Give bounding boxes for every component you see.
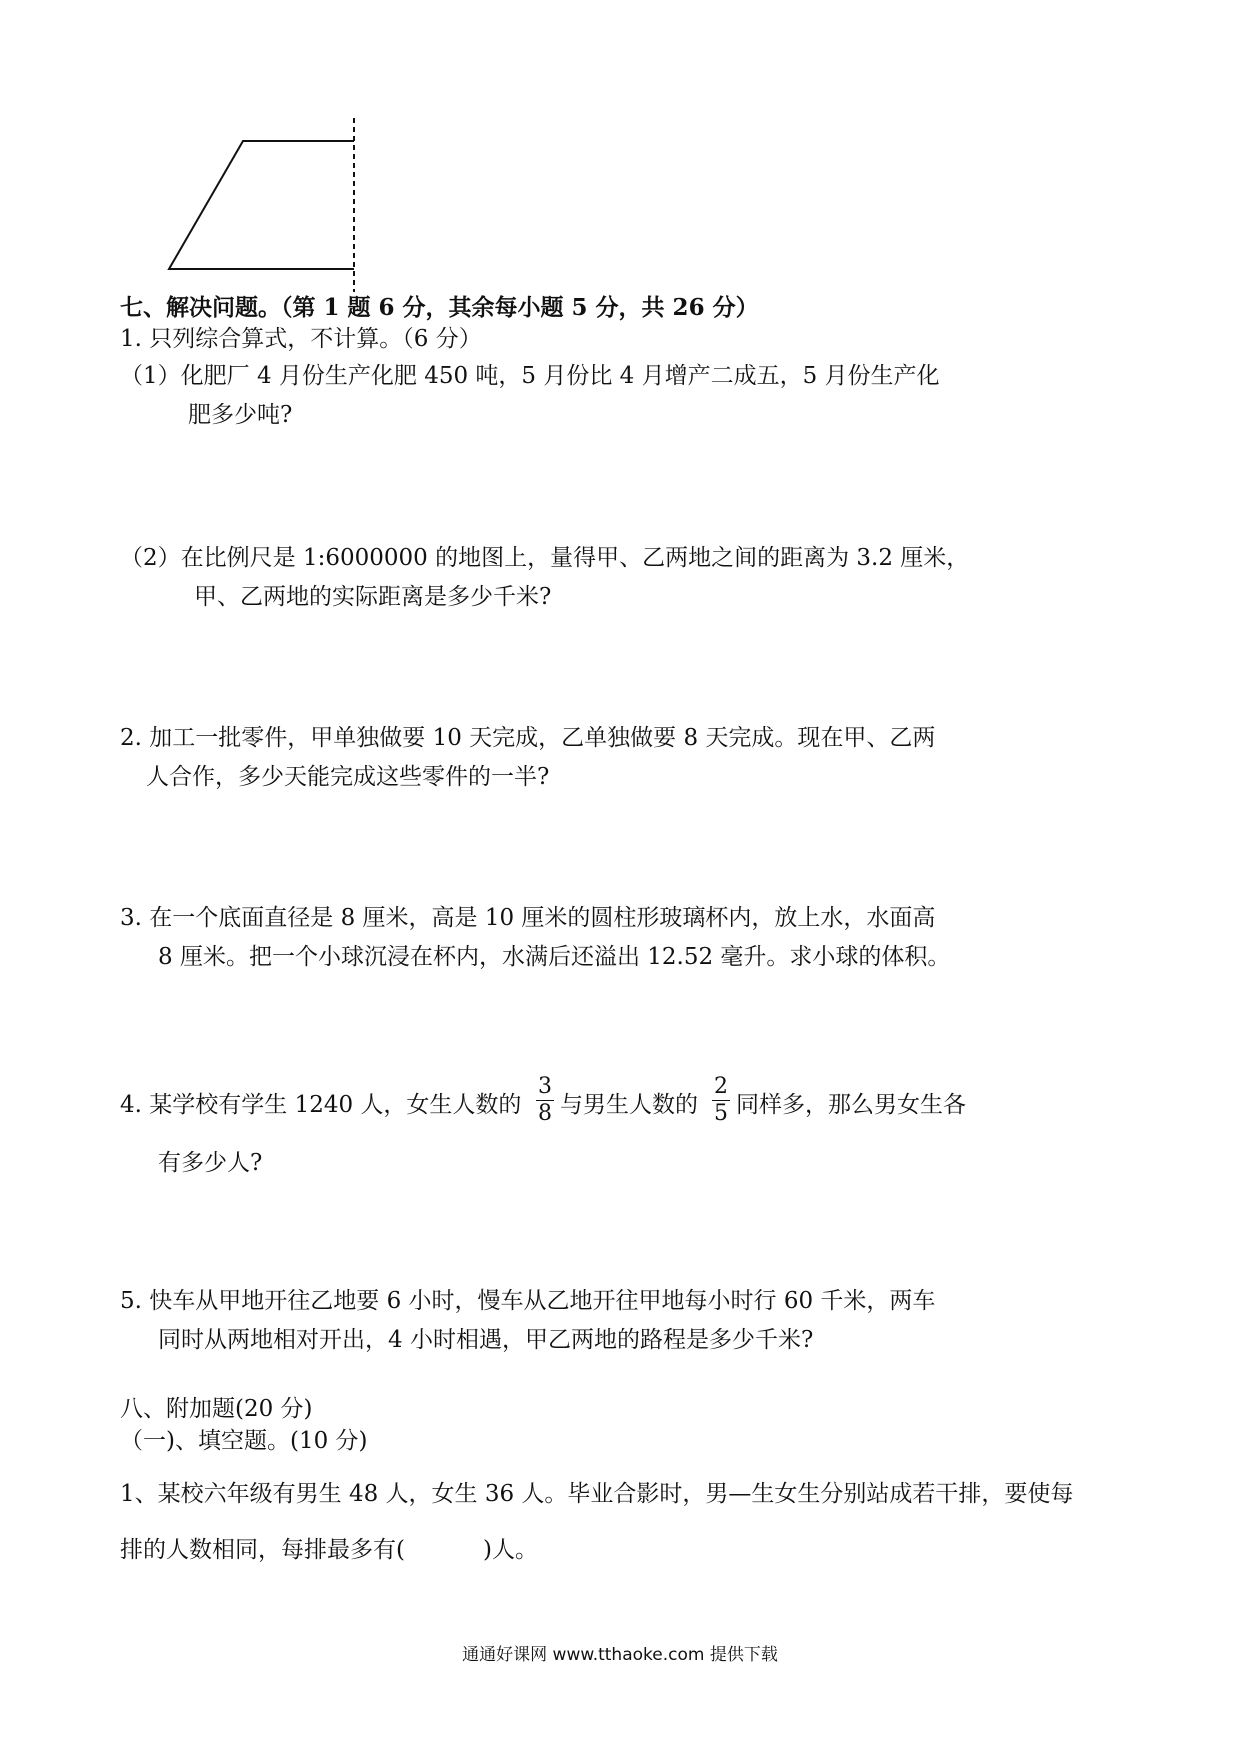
question-1-1-line-1: （1）化肥厂 4 月份生产化肥 450 吨，5 月份比 4 月增产二成五，5 月份生产化	[120, 363, 940, 389]
trapezoid-half-shape	[169, 141, 354, 269]
extra-question-1-line-1: 1、某校六年级有男生 48 人，女生 36 人。毕业合影时，男—生女生分别站成若干排，要使每	[120, 1481, 1074, 1507]
fraction-two-fifths	[712, 1074, 730, 1127]
extra-question-1-line-2	[120, 1535, 538, 1565]
fraction-1-numerator: 3	[538, 1074, 552, 1099]
extra-question-1-text-a: 排的人数相同，每排最多有(	[120, 1537, 405, 1563]
question-1-2-line-1: （2）在比例尺是 1:6000000 的地图上，量得甲、乙两地之间的距离为 3.2 厘米，	[120, 545, 970, 571]
question-1-1-line-2: 肥多少吨?	[188, 402, 293, 428]
question-4-part-1: 4. 某学校有学生 1240 人，女生人数的	[120, 1092, 522, 1118]
section-8-subheader: （一)、填空题。(10 分)	[120, 1428, 368, 1454]
page-footer: 通通好课网 www.tthaoke.com 提供下载	[462, 1645, 778, 1665]
fraction-2-numerator: 2	[714, 1074, 728, 1099]
question-2-line-1: 2. 加工一批零件，甲单独做要 10 天完成，乙单独做要 8 天完成。现在甲、乙两	[120, 725, 936, 751]
extra-question-1-text-b: )人。	[482, 1537, 538, 1563]
question-1-2-line-2: 甲、乙两地的实际距离是多少千米?	[194, 584, 552, 610]
section-8-header: 八、附加题(20 分)	[120, 1396, 313, 1422]
question-4-line-2: 有多少人?	[158, 1150, 263, 1176]
question-3-line-1: 3. 在一个底面直径是 8 厘米，高是 10 厘米的圆柱形玻璃杯内，放上水，水面高	[120, 905, 936, 931]
question-2-line-2: 人合作，多少天能完成这些零件的一半?	[146, 764, 550, 790]
question-1-intro: 1. 只列综合算式，不计算。（6 分）	[120, 326, 482, 352]
section-7-header: 七、解决问题。（第 1 题 6 分，其余每小题 5 分，共 26 分）	[120, 294, 759, 321]
fraction-2-denominator: 5	[714, 1101, 728, 1126]
question-3-line-2: 8 厘米。把一个小球沉浸在杯内，水满后还溢出 12.52 毫升。求小球的体积。	[158, 944, 951, 970]
trapezoid-figure	[0, 0, 1240, 300]
question-4-part-3: 同样多，那么男女生各	[736, 1092, 966, 1118]
question-5-line-1: 5. 快车从甲地开往乙地要 6 小时，慢车从乙地开往甲地每小时行 60 千米，两车	[120, 1288, 936, 1314]
question-5-line-2: 同时从两地相对开出，4 小时相遇，甲乙两地的路程是多少千米?	[158, 1327, 814, 1353]
fraction-1-denominator: 8	[538, 1101, 552, 1126]
fraction-three-eighths	[536, 1074, 554, 1127]
question-4-part-2: 与男生人数的	[560, 1092, 698, 1118]
